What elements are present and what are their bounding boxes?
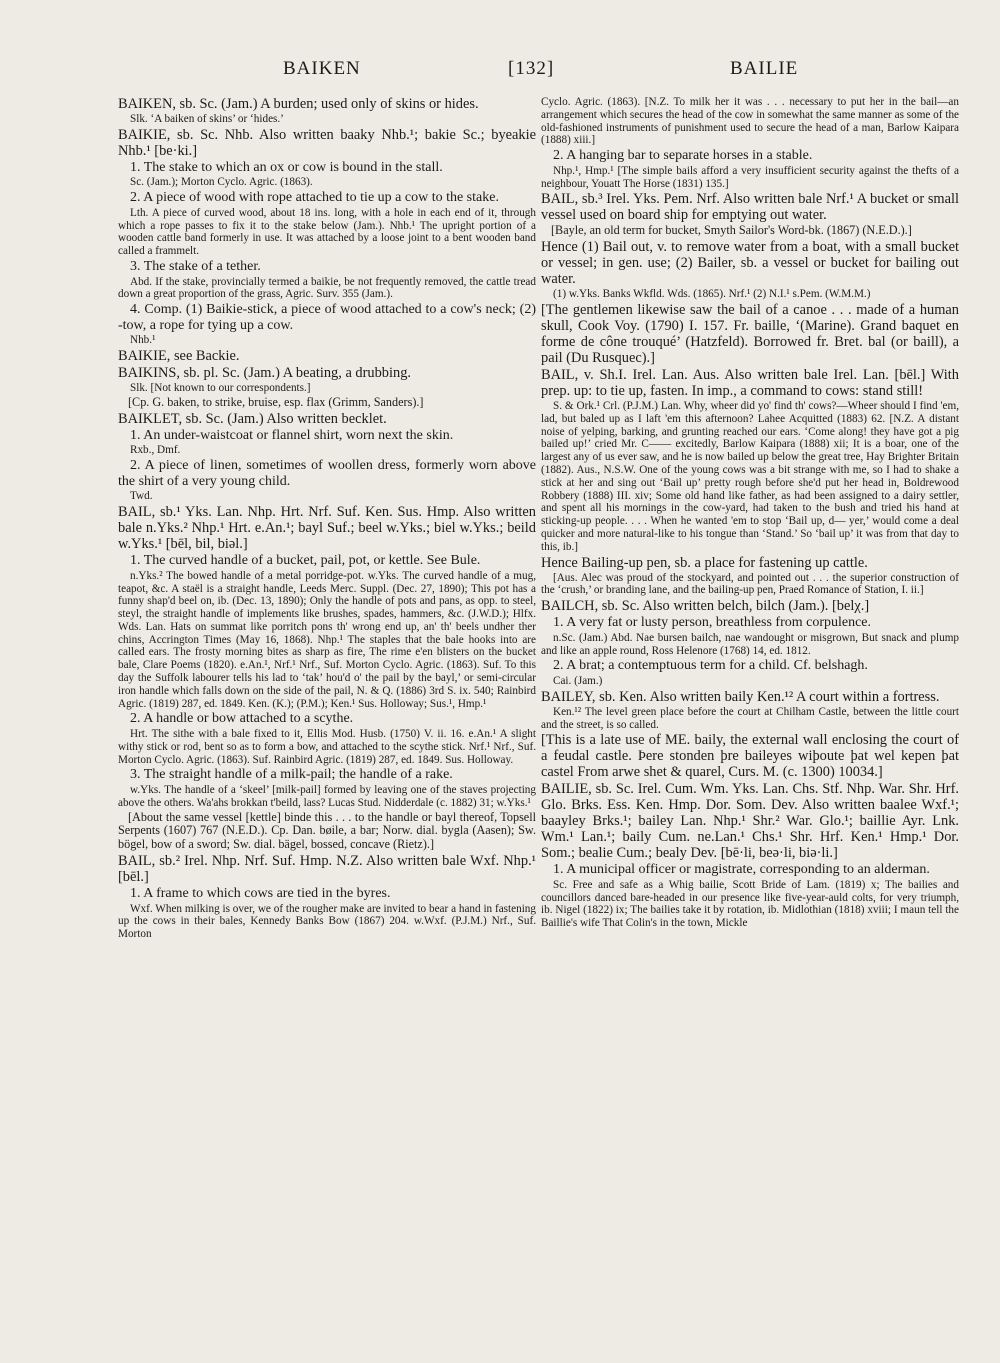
entry-paragraph: BAIKLET, sb. Sc. (Jam.) Also written becklet. [118,410,387,427]
entry-paragraph: [This is a late use of ME. baily, the external wall enclosing the court of a feudal castle. Þere stonden þre baileyes wiþoute þat wel kepen þat castel From arwe shet & quarel, Curs. M. (c. 1300) 10034.] [541,732,959,781]
entry-paragraph: 4. Comp. (1) Baikie-stick, a piece of wood attached to a cow's neck; (2) -tow, a rope for tying up a cow. [118,302,536,333]
entry-paragraph: Twd. [130,490,153,503]
entry-paragraph: Hence (1) Bail out, v. to remove water from a boat, with a small bucket or vessel; in gen. use; (2) Bailer, sb. a vessel or bucket for bailing out water. [541,239,959,288]
left-column [118,96,536,1346]
entry-paragraph: (1) w.Yks. Banks Wkfld. Wds. (1865). Nrf.¹ (2) N.I.¹ s.Pem. (W.M.M.) [553,288,871,301]
right-column [541,96,959,1346]
entry-paragraph: 1. The stake to which an ox or cow is bound in the stall. [130,159,443,175]
entry-paragraph: BAIKINS, sb. pl. Sc. (Jam.) A beating, a drubbing. [118,365,411,382]
entry-paragraph: [The gentlemen likewise saw the bail of a canoe . . . made of a human skull, Cook Voy. (1790) I. 157. Fr. baille, ‘(Marine). Grand baquet en forme de cône trouqué’ (Hatzfeld). Borrowed fr. Bret. bal (or baill), a pail (Du Rusquec).] [541,301,959,366]
entry-paragraph: Sc. Free and safe as a Whig bailie, Scott Bride of Lam. (1819) x; The bailies and councillors danced bare-headed in our presence like five-year-auld colts, for very triumph, ib. Nigel (1822) ix; The bailies take it by rotation, ib. Midlothian (1818) xviii; I maun tell the Baillie's wife That Colin's in the town, Mickle [541,878,959,930]
entry-paragraph: BAIL, sb.¹ Yks. Lan. Nhp. Hrt. Nrf. Suf. Ken. Sus. Hmp. Also written bale n.Yks.² Nhp.¹ Hrt. e.An.¹; bayl Suf.; beel w.Yks.; biel w.Yks.; beild w.Yks.¹ [bēl, bil, biəl.] [118,504,536,553]
entry-paragraph: Wxf. When milking is over, we of the rougher make are invited to bear a hand in fastening up the cows in their bales, Kennedy Banks Bow (1867) 204. w.Wxf. (P.J.M.) Nrf., Suf. Morton [118,902,536,941]
entry-paragraph: 3. The stake of a tether. [130,258,261,274]
entry-paragraph: Hrt. The sithe with a bale fixed to it, Ellis Mod. Husb. (1750) V. ii. 16. e.An.¹ A slight withy stick or rod, bent so as to form a bow, and attached to the scythe stick. Nrf.¹ Nrf., Suf. Morton Cyclo. Agric. (1863). Suf. Rainbird Agric. (1819) 287, ed. 1849. Sus. Holloway. [118,728,536,766]
entry-paragraph: BAILCH, sb. Sc. Also written belch, bilch (Jam.). [belχ.] [541,598,870,615]
entry-paragraph: [About the same vessel [kettle] binde this . . . to the handle or bayl thereof, Topsell Serpents (1607) 767 (N.E.D.). Cp. Dan. bøile, a bar; Norw. dial. bygla (Aasen); Sw. bögel, bow of a sword; Sw. dial. bägel, bossed, concave (Rietz).] [118,809,536,852]
entry-paragraph: Hence Bailing-up pen, sb. a place for fastening up cattle. [541,554,868,571]
entry-paragraph: 2. A piece of linen, sometimes of woollen dress, formerly worn above the shirt of a very young child. [118,458,536,489]
entry-paragraph: 2. A piece of wood with rope attached to tie up a cow to the stake. [130,190,499,206]
entry-paragraph: Abd. If the stake, provincially termed a baikie, be not frequently removed, the cattle tread down a great proportion of the grass, Agric. Surv. 355 (Jam.). [118,275,536,301]
entry-paragraph: Slk. ‘A baiken of skins’ or ‘hides.’ [130,113,284,125]
entry-paragraph: n.Sc. (Jam.) Abd. Nae bursen bailch, nae wandought or misgrown, But snack and plump and like an apple round, Ross Helenore (1768) 14, ed. 1812. [541,631,959,657]
entry-paragraph: [Bayle, an old term for bucket, Smyth Sailor's Word-bk. (1867) (N.E.D.).] [551,223,912,238]
entry-paragraph: 1. The curved handle of a bucket, pail, pot, or kettle. See Bule. [130,553,481,569]
running-header [118,58,958,88]
entry-paragraph: Nhp.¹, Hmp.¹ [The simple bails afford a very insufficient security against the thefts of a neighbour, Youatt The Horse (1831) 135.] [541,164,959,190]
entry-paragraph: Rxb., Dmf. [130,444,181,457]
entry-paragraph: 1. An under-waistcoat or flannel shirt, worn next the skin. [130,427,454,443]
entry-paragraph: 3. The straight handle of a milk-pail; the handle of a rake. [130,767,453,783]
entry-paragraph: BAIKIE, see Backie. [118,348,240,365]
entry-paragraph: Slk. [Not known to our correspondents.] [130,382,311,395]
entry-paragraph: Cai. (Jam.) [553,674,603,687]
entry-paragraph: Cyclo. Agric. (1863). [N.Z. To milk her it was . . . necessary to put her in the bail—an arrangement which secures the head of the cow in somewhat the same manner as some of the old-fashioned instruments of punishment used to secure the head of a man, Barlow Kaipara (1888) xiii.] [541,96,959,147]
entry-paragraph: BAIL, sb.² Irel. Nhp. Nrf. Suf. Hmp. N.Z. Also written bale Wxf. Nhp.¹ [bēl.] [118,853,536,886]
entry-paragraph: BAIKEN, sb. Sc. (Jam.) A burden; used only of skins or hides. [118,96,479,112]
entry-paragraph: 2. A handle or bow attached to a scythe. [130,711,354,727]
entry-paragraph: 1. A frame to which cows are tied in the byres. [130,886,391,902]
entry-paragraph: Nhb.¹ [130,334,156,347]
entry-paragraph: Ken.¹² The level green place before the court at Chilham Castle, between the little court and the street, is so called. [541,705,959,731]
page-number: [132] [508,58,555,79]
entry-paragraph: S. & Ork.¹ Crl. (P.J.M.) Lan. Why, wheer did yo' find th' cows?—Wheer should I find 'em, lad, but baled up as I laft 'em this afternoon? Lahee Acquitted (1883) 62. [N.Z. A distant noise of yelping, barking, and grunting reached our ears. ‘Come along! they have got a pig bailed up!’ cried Mr. C—— excitedly, Barlow Kaipara (1888) xii; It is a boar, one of the largest any of us ever saw, and he is now bailed up below the great tree, Hay Brighter Britain (1882). Aus., N.S.W. One of the young cows was a bit strange with me, so I had to shake a stick at her and sing out ‘Bail up’ pretty rough before she'd put her head in, Boldrewood Robbery (1888) III. xiv; Some old hand like father, as had been assigned to a dairy settler, and spent all his mornings in the cow-yard, had taken to the bush and tried his hand at sticking-up people. . . . When he wanted 'em to stop ‘Bail up, d— yer,’ would come a deal quicker and more natural-like to his tongue than ‘Stand.’ So ‘bail up’ it was from that day to this, ib.] [541,399,959,553]
header-right-word: BAILIE [730,58,799,79]
entry-paragraph: BAIL, v. Sh.I. Irel. Lan. Aus. Also written bale Irel. Lan. [bēl.] With prep. up: to tie up, fasten. In imp., a command to cows: stand still! [541,366,959,399]
entry-paragraph: 1. A municipal officer or magistrate, corresponding to an alderman. [553,862,930,878]
entry-paragraph: n.Yks.² The bowed handle of a metal porridge-pot. w.Yks. The curved handle of a mug, teapot, &c. A staël is a straight handle, Leeds Merc. Suppl. (Dec. 27, 1890); This pot has a funny shap'd beel on, ib. (Dec. 13, 1890); Only the handle of pots and pans, as opp. to steel, steyl, the straight handle of implements like brushes, spades, hammers, &c. (J.W.D.); Hlfx. Wds. Lan. Hats on summat like porritch pons th' wrong end up, an' th' beels undher ther chins, Accrington Times (May 16, 1868). Nhp.¹ The staples that the bale hooks into are called ears. The frosty morning bites as sharp as fire, The rime e'en blisters on the bucket bale, Clare Poems (1820). e.An.¹, Nrf.¹ Nrf., Suf. Morton Cyclo. Agric. (1863). Suf. To this day the Suffolk labourer tells his lad to ‘tak’ hou'd o' the pail by the bayl,’ or semi-circular iron handle which falls down on the side of the pail, N. & Q. (1886) 3rd S. ix. 540; Rainbird Agric. (1819) 287, ed. 1849. Ken. (K.); (P.M.); Ken.¹ Sus. Holloway; Sus.¹, Hmp.¹ [118,569,536,710]
header-left-word: BAIKEN [283,58,361,79]
entry-paragraph: BAIL, sb.³ Irel. Yks. Pem. Nrf. Also written bale Nrf.¹ A bucket or small vessel used on board ship for emptying out water. [541,191,959,224]
entry-paragraph: BAILIE, sb. Sc. Irel. Cum. Wm. Yks. Lan. Chs. Stf. Nhp. War. Shr. Hrf. Glo. Brks. Ess. Ken. Hmp. Dor. Som. Dev. Also written baalee Wxf.¹; baayley Brks.¹; bailey Lan. Nhp.¹ Shr.² War. Glo.¹; baillie Ayr. Lnk. Wm.¹ Lan.¹; baily Cum. ne.Lan.¹ Chs.¹ Shr. Hrf. Ken.¹ Hmp.¹ Dor. Som.; bealie Cum.; bealy Dev. [bē·li, beə·li, biə·li.] [541,781,959,862]
entry-paragraph: Lth. A piece of curved wood, about 18 ins. long, with a hole in each end of it, through which a rope passes to fix it to the stake below (Jam.). Nhb.¹ The upright portion of a wooden cattle band formerly in use. It was attached by a loose joint to a bent wooden band called a frammelt. [118,206,536,258]
entry-paragraph: 2. A hanging bar to separate horses in a stable. [553,148,813,164]
entry-paragraph: w.Yks. The handle of a ‘skeel’ [milk-pail] formed by leaving one of the staves projecting above the others. Wa'ahs brokkan t'beild, lass? Lucas Stud. Nidderdale (c. 1882) 31; w.Yks.¹ [118,784,536,809]
entry-paragraph: Sc. (Jam.); Morton Cyclo. Agric. (1863). [130,176,313,189]
entry-paragraph: 2. A brat; a contemptuous term for a child. Cf. belshagh. [553,658,868,674]
entry-paragraph: 1. A very fat or lusty person, breathless from corpulence. [553,615,872,631]
entry-paragraph: [Aus. Alec was proud of the stockyard, and pointed out . . . the superior construction of the ‘crush,’ or branding lane, and the bailing-up pen, Praed Romance of Station, I. ii.] [541,571,959,597]
entry-paragraph: BAIKIE, sb. Sc. Nhb. Also written baaky Nhb.¹; bakie Sc.; byeakie Nhb.¹ [be·ki.] [118,126,536,159]
entry-paragraph: BAILEY, sb. Ken. Also written baily Ken.¹² A court within a fortress. [541,688,940,705]
entry-paragraph: [Cp. G. baken, to strike, bruise, esp. flax (Grimm, Sanders).] [128,394,424,409]
